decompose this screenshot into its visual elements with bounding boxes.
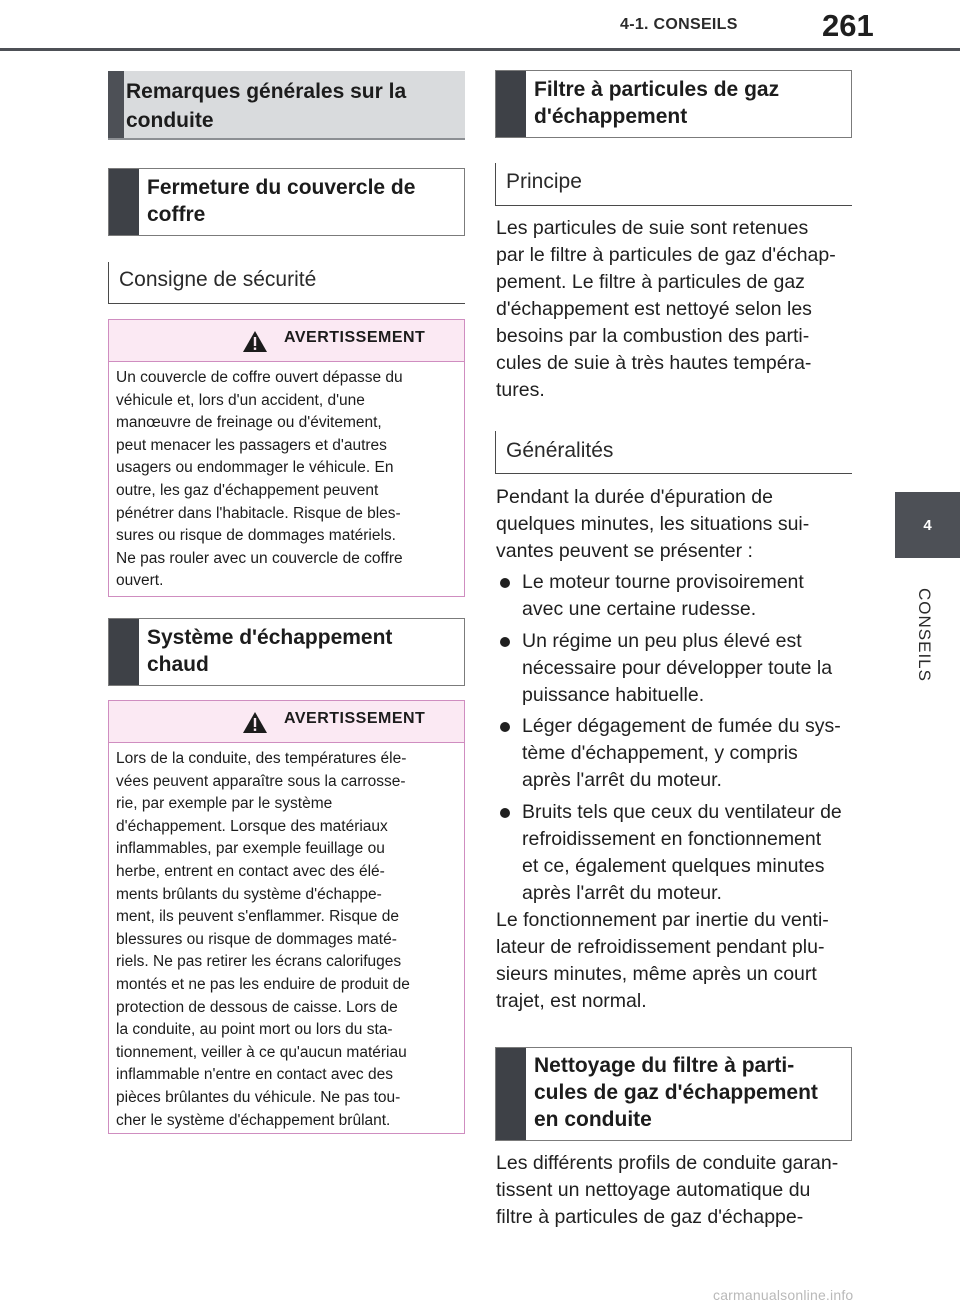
title-bar-accent <box>109 619 139 685</box>
bullet-dot-icon <box>500 637 510 647</box>
paragraph-generalites: Pendant la durée d'épuration de quelques minutes, les situations sui- vantes peuvent se présenter : <box>496 486 810 562</box>
bullet-list-situations <box>496 569 852 911</box>
header-rule <box>0 48 960 51</box>
list-item: Léger dégagement de fumée du sys- tème d'échappement, y compris après l'arrêt du moteur. <box>496 713 852 794</box>
warning-title: AVERTISSEMENT <box>284 329 426 346</box>
paragraph-nettoyage: Les différents profils de conduite garan- tissent un nettoyage automatique du filtre à particules de gaz d'échappe- <box>496 1152 839 1228</box>
section-title-nettoyage-text: Nettoyage du filtre à parti- cules de gaz d'échappement en conduite <box>534 1054 818 1131</box>
warning-box-coffre <box>108 319 465 597</box>
warning-triangle-icon <box>242 330 268 353</box>
main-section-title <box>108 71 465 140</box>
paragraph-ventilateur: Le fonctionnement par inertie du venti- lateur de refroidissement pendant plu- sieurs minutes, même après un court trajet, est normal. <box>496 909 829 1012</box>
title-bar-accent <box>108 71 124 138</box>
subheading-generalites: Généralités <box>495 431 852 474</box>
section-title-filtre-text: Filtre à particules de gaz d'échappement <box>534 78 780 128</box>
chapter-tab <box>895 492 960 558</box>
chapter-label: CONSEILS <box>915 588 934 682</box>
warning-header <box>109 701 464 743</box>
title-bar-accent <box>109 169 139 235</box>
section-title-echappement <box>108 618 465 686</box>
list-item: Le moteur tourne provisoirement avec une certaine rudesse. <box>496 569 852 623</box>
section-title-filtre <box>495 70 852 138</box>
list-item: Bruits tels que ceux du ventilateur de refroidissement en fonctionnement et ce, également quelques minutes après l'arrêt du moteur. <box>496 799 852 907</box>
section-title-coffre-text: Fermeture du couvercle de coffre <box>147 176 416 226</box>
bullet-dot-icon <box>500 722 510 732</box>
title-bar-accent <box>496 71 526 137</box>
running-header-section: 4-1. CONSEILS <box>620 16 738 33</box>
section-title-nettoyage <box>495 1047 852 1141</box>
section-title-echappement-text: Système d'échappement chaud <box>147 626 393 676</box>
warning-title: AVERTISSEMENT <box>284 710 426 727</box>
chapter-number: 4 <box>923 516 932 534</box>
list-item: Un régime un peu plus élevé est nécessaire pour développer toute la puissance habituelle. <box>496 628 852 709</box>
warning-triangle-icon <box>242 711 268 734</box>
warning-body: Lors de la conduite, des températures éle- vées peuvent apparaître sous la carrosse- rie, par exemple par le système d'échappement. Lorsque des matériaux inflammables, par exemple feuillage ou herbe, entrent en contact avec des élé- ments brûlants du système d'échappe- ment, ils peuvent s'enflammer. Risque de blessures ou risque de dommages maté- riels. Ne pas retirer les écrans calorifuges montés et ne pas les enduire de produit de protection de dessous de caisse. Lors de la conduite, au point mort ou lors du sta- tionnement, veiller à ce qu'aucun matériau inflammable n'entre en contact avec des pièces brûlantes du véhicule. Ne pas tou- cher le système d'échappement brûlant. <box>116 750 410 1129</box>
bullet-dot-icon <box>500 578 510 588</box>
title-bar-accent <box>496 1048 526 1140</box>
subheading-principe: Principe <box>495 163 852 206</box>
paragraph-principe: Les particules de suie sont retenues par le filtre à particules de gaz d'échap- pement. Le filtre à particules de gaz d'échappement est nettoyé selon les besoins par la combustion des parti- cules de suie à très hautes tempéra- tures. <box>496 217 836 401</box>
main-section-title-text: Remarques générales sur la conduite <box>126 80 407 132</box>
warning-body: Un couvercle de coffre ouvert dépasse du véhicule et, lors d'un accident, d'une manœuvre de freinage ou d'évitement, peut menacer les passagers et d'autres usagers ou endommager le véhicule. En outre, les gaz d'échappement peuvent pénétrer dans l'habitacle. Risque de bles- sures ou risque de dommages matériels. Ne pas rouler avec un couvercle de coffre ouvert. <box>116 369 403 590</box>
page-number: 261 <box>822 8 874 43</box>
warning-box-echappement <box>108 700 465 1134</box>
bullet-dot-icon <box>500 808 510 818</box>
section-title-coffre <box>108 168 465 236</box>
warning-header <box>109 320 464 362</box>
chapter-side-label <box>904 585 944 685</box>
subheading-consigne: Consigne de sécurité <box>108 262 465 304</box>
watermark: carmanualsonline.info <box>713 1287 854 1303</box>
